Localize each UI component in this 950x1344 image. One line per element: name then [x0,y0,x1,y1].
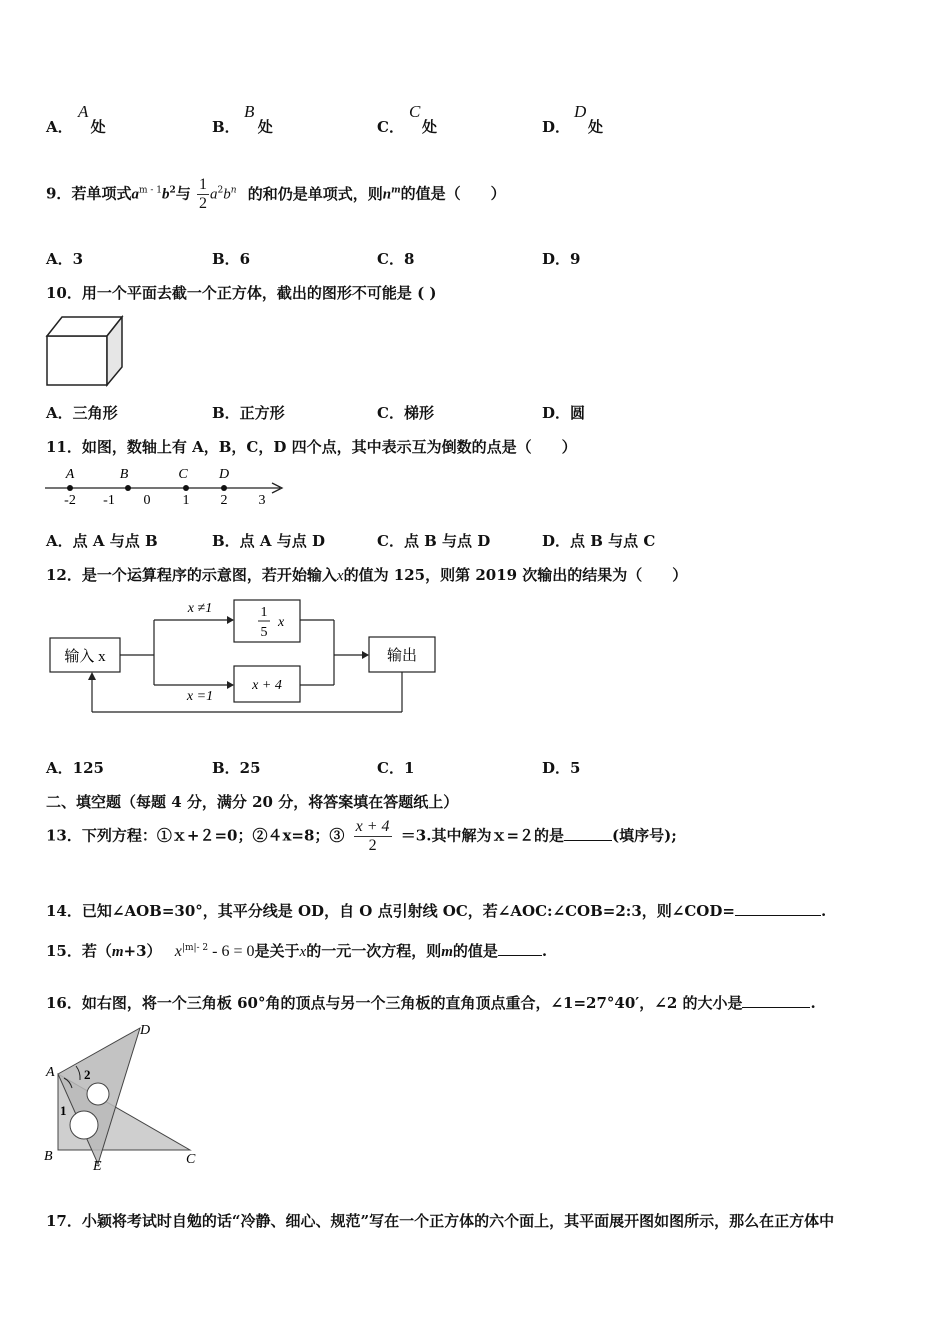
tick-label: 2 [220,493,228,508]
q11-question: 11．如图，数轴上有 A，B，C，D 四个点，其中表示互为倒数的点是（ ） [46,438,577,456]
q11-option-c: C．点 B 与点 D [377,532,491,550]
bottom-condition: x =1 [186,689,214,704]
q11-option-b: B．点 A 与点 D [212,532,325,550]
q8-option-a: A． A 处 [46,102,106,136]
input-label: 输入 x [64,649,106,665]
q12-option-c: C．1 [377,759,415,777]
q16-triangle-figure [40,1018,206,1178]
q16-question: 16．如右图，将一个三角板 60°角的顶点与另一个三角板的直角顶点重合，∠1=27°40′，∠2 的大小是 . [46,994,816,1012]
label-e: E [93,1159,102,1174]
q12-option-b: B．25 [212,759,261,777]
number-line-ticks [64,493,265,508]
point-a-dot [67,485,73,491]
q9-option-b: B．6 [212,250,251,268]
q10-option-c: C．梯形 [377,404,434,422]
label-c: C [186,1152,196,1167]
section-heading: 二、填空题（每题 4 分，满分 20 分，将答案填在答题纸上） [46,793,459,811]
q13-question: 13．下列方程：①ｘ+２=0；②４x=8；③ $\frac{x + 4}{2}$ ＝3.其中解为ｘ=２的是 (填序号); [46,818,677,854]
frac-numerator: 1 [260,605,268,620]
q11-option-a: A．点 A 与点 B [46,532,158,550]
q10-question: 10．用一个平面去截一个正方体，截出的图形不可能是 ( ) [46,284,437,302]
point-a-label: A [65,467,75,482]
q8-option-c: C． C 处 [377,102,437,136]
tick-label: 0 [143,493,151,508]
frac-denominator: 5 [260,625,268,640]
label-d: D [140,1023,151,1038]
q12-question: 12．是一个运算程序的示意图，若开始输入x的值为 125，则第 2019 次输出的结果为（ ） [46,566,688,584]
tick-label: 1 [182,493,190,508]
q8-option-b: B． B 处 [212,102,273,136]
tick-label: 3 [258,493,266,508]
q8-option-d: D． D 处 [542,102,604,136]
q10-option-d: D．圆 [542,404,586,422]
q17-question: 17．小颖将考试时自勉的话“冷静、细心、规范”写在一个正方体的六个面上，其平面展开图如图所示，那么在正方体中 [46,1212,835,1230]
q10-option-b: B．正方形 [212,404,285,422]
q9-option-a: A．3 [46,250,84,268]
tick-label: -1 [103,493,115,508]
point-c-label: C [178,467,188,482]
tick-label: -2 [64,493,76,508]
q10-cube-figure [44,314,126,390]
q12-flowchart [44,594,444,720]
q11-option-d: D．点 B 与点 C [542,532,656,550]
q11-number-line [40,464,290,508]
q9-question: 9．若单项式$a^{m - 1}b^2$与 $\frac{1}{2}$ $a^2b^n$ 的和仍是单项式，则$n^m$的值是（ ） [46,176,506,212]
point-d-dot [221,485,227,491]
q15-question: 15．若（m+3） $x^{|m|- 2} - 6 = 0$是关于x的一元一次方程，则m的值是 . [46,942,548,960]
point-b-dot [125,485,131,491]
point-d-label: D [218,467,230,482]
q14-question: 14．已知∠AOB=30°，其平分线是 OD，自 O 点引射线 OC，若∠AOC:∠COB=2:3，则∠COD= . [46,902,827,920]
label-a: A [46,1065,55,1080]
output-label: 输出 [386,648,418,664]
top-condition: x ≠1 [187,601,213,616]
q9-option-c: C．8 [377,250,415,268]
q12-option-d: D．5 [542,759,581,777]
label-b: B [44,1149,53,1164]
angle-2-label: 2 [84,1067,91,1082]
frac-variable: x [278,615,285,630]
add-box-label: x + 4 [252,678,282,693]
point-c-dot [183,485,189,491]
q10-option-a: A．三角形 [46,404,118,422]
q12-option-a: A．125 [46,759,104,777]
point-b-label: B [119,467,129,482]
q9-option-d: D．9 [542,250,581,268]
angle-1-label: 1 [60,1103,67,1118]
